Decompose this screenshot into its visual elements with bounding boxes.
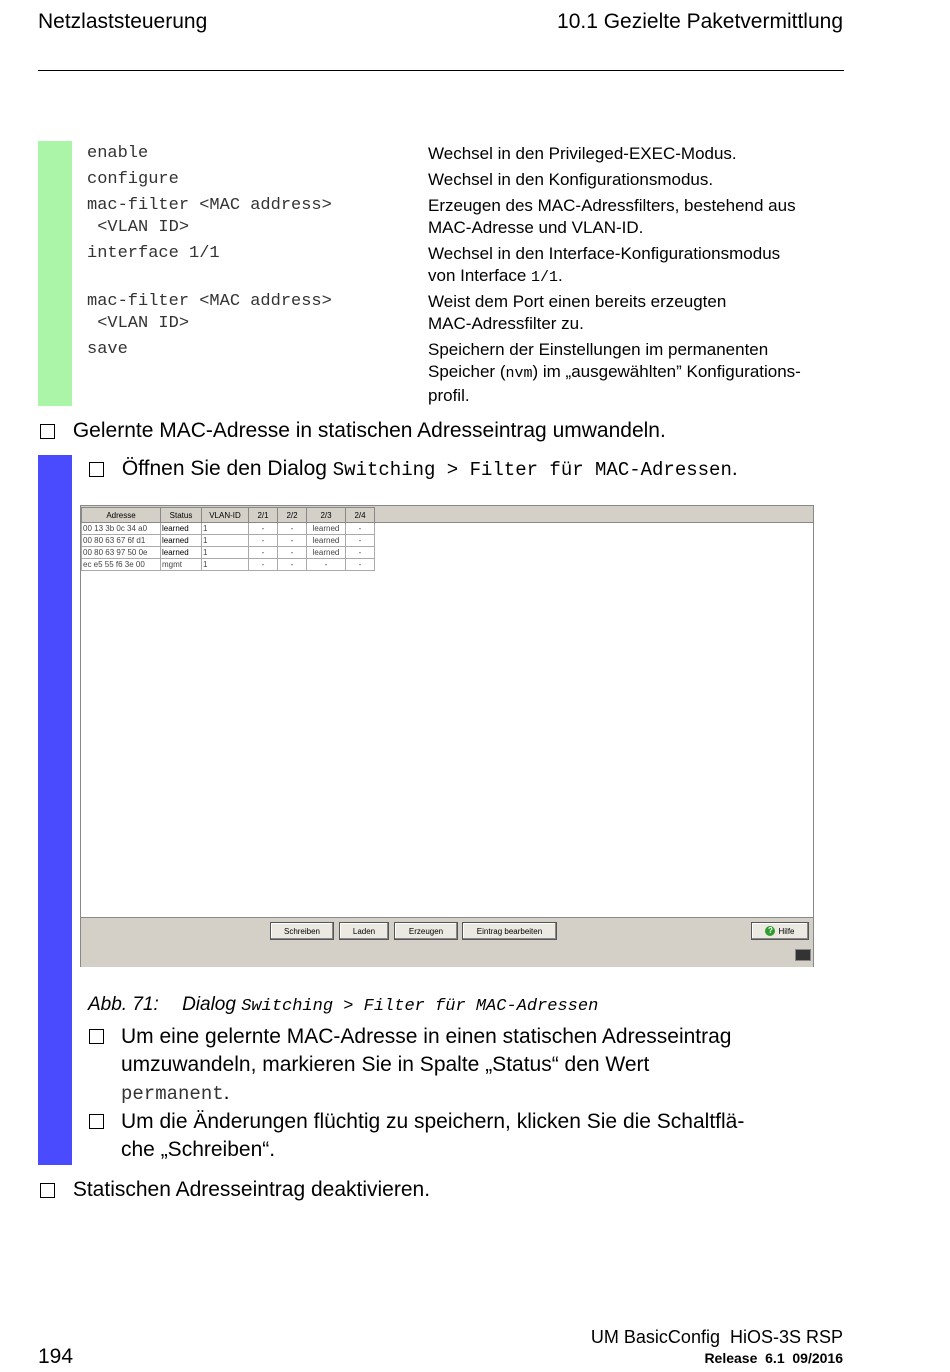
- cell-port[interactable]: -: [249, 523, 278, 535]
- substep-marker-bar: [38, 455, 72, 1165]
- cell-address[interactable]: 00 80 63 67 6f d1: [82, 535, 161, 547]
- column-header[interactable]: 2/1: [249, 508, 278, 523]
- cell-port[interactable]: -: [278, 523, 307, 535]
- cell-address[interactable]: 00 80 63 97 50 0e: [82, 547, 161, 559]
- step-text: Öffnen Sie den Dialog: [121, 457, 333, 480]
- caption-text: Dialog: [182, 994, 242, 1015]
- cli-command: configure: [87, 170, 179, 189]
- status-value: permanent: [121, 1083, 224, 1105]
- substep-open-dialog: [89, 457, 738, 481]
- create-button[interactable]: Erzeugen: [394, 922, 458, 940]
- column-header[interactable]: Adresse: [82, 508, 161, 523]
- cell-status[interactable]: learned: [161, 535, 202, 547]
- cell-port[interactable]: -: [249, 535, 278, 547]
- column-header[interactable]: 2/3: [307, 508, 346, 523]
- checkbox-icon: [40, 1183, 55, 1198]
- step-convert-address: [40, 419, 666, 443]
- substep-mark-permanent: [89, 1023, 731, 1108]
- cli-description-line: von Interface: [428, 266, 532, 285]
- table-row[interactable]: [82, 535, 375, 547]
- cli-inline-code: nvm: [505, 365, 533, 382]
- cell-address[interactable]: ec e5 55 f6 3e 00: [82, 559, 161, 571]
- cli-description-line: profil.: [428, 386, 470, 405]
- step-punct: .: [731, 457, 738, 480]
- step-text-block: [121, 1023, 731, 1108]
- table-row[interactable]: [82, 523, 375, 535]
- checkbox-icon: [89, 1029, 104, 1044]
- edit-entry-button[interactable]: Eintrag bearbeiten: [462, 922, 557, 940]
- cli-description: [428, 291, 848, 335]
- cli-command: [87, 291, 417, 335]
- cli-description: [428, 243, 848, 289]
- column-header[interactable]: VLAN-ID: [202, 508, 249, 523]
- cell-port[interactable]: -: [346, 547, 375, 559]
- write-button[interactable]: Schreiben: [270, 922, 334, 940]
- header-rule: [38, 70, 844, 71]
- column-header[interactable]: Status: [161, 508, 202, 523]
- cli-marker-bar: [38, 141, 72, 406]
- cell-port[interactable]: learned: [307, 523, 346, 535]
- cli-description-line: Speichern der Einstellungen im permanenten: [428, 340, 769, 359]
- cell-status[interactable]: mgmt: [161, 559, 202, 571]
- footer-document: UM BasicConfig HiOS-3S RSP: [590, 1327, 843, 1347]
- cell-port[interactable]: -: [249, 559, 278, 571]
- figure-caption: [88, 994, 598, 1016]
- step-text: che „Schreiben“.: [121, 1138, 276, 1161]
- dialog-button-bar: [81, 917, 813, 967]
- connection-status-icon: [795, 949, 811, 961]
- cli-command-line: <VLAN ID>: [87, 314, 190, 333]
- cell-vlan[interactable]: 1: [202, 559, 249, 571]
- table-row[interactable]: [82, 559, 375, 571]
- step-text: Um eine gelernte MAC-Adresse in einen statischen Adresseintrag: [121, 1025, 732, 1048]
- footer-release: Release 6.1 09/2016: [704, 1350, 843, 1366]
- cli-command-line: mac-filter <MAC address>: [87, 196, 332, 215]
- load-button[interactable]: Laden: [339, 922, 389, 940]
- cli-description: Wechsel in den Privileged-EXEC-Modus.: [428, 144, 737, 163]
- step-punct: .: [223, 1081, 230, 1104]
- caption-path: Switching > Filter für MAC-Adressen: [241, 997, 599, 1016]
- page-number: 194: [38, 1345, 74, 1368]
- cell-port[interactable]: -: [346, 523, 375, 535]
- cli-description: [428, 339, 848, 407]
- substep-write: [89, 1108, 744, 1164]
- cell-vlan[interactable]: 1: [202, 547, 249, 559]
- header-chapter: Netzlaststeuerung: [38, 10, 208, 33]
- cli-inline-code: 1/1: [531, 269, 559, 286]
- column-header[interactable]: 2/2: [278, 508, 307, 523]
- column-header[interactable]: 2/4: [346, 508, 375, 523]
- cli-description-line: MAC-Adresse und VLAN-ID.: [428, 218, 644, 237]
- cli-command: interface 1/1: [87, 244, 220, 263]
- cli-command-line: mac-filter <MAC address>: [87, 292, 332, 311]
- cli-description-line: Speicher (: [428, 362, 506, 381]
- mac-filter-table: [81, 507, 375, 571]
- help-button[interactable]: [751, 922, 809, 940]
- cell-port[interactable]: -: [278, 547, 307, 559]
- cli-description-line: ) im „ausgewählten” Konfigurations-: [532, 362, 801, 381]
- caption-label: Abb. 71:: [88, 994, 159, 1015]
- cell-vlan[interactable]: 1: [202, 535, 249, 547]
- checkbox-icon: [89, 462, 104, 477]
- cell-port[interactable]: -: [346, 559, 375, 571]
- step-text: Gelernte MAC-Adresse in statischen Adresseintrag umwandeln.: [72, 419, 666, 442]
- help-icon: ?: [765, 926, 775, 936]
- cell-port[interactable]: -: [346, 535, 375, 547]
- cell-port[interactable]: -: [278, 559, 307, 571]
- cli-description-line: Erzeugen des MAC-Adressfilters, bestehend aus: [428, 196, 796, 215]
- step-text: Um die Änderungen flüchtig zu speichern, klicken Sie die Schaltflä-: [121, 1110, 745, 1133]
- cli-command-line: <VLAN ID>: [87, 218, 190, 237]
- cell-port[interactable]: learned: [307, 547, 346, 559]
- help-label: Hilfe: [778, 926, 795, 936]
- cell-port[interactable]: -: [278, 535, 307, 547]
- cli-command: save: [87, 340, 128, 359]
- table-row[interactable]: [82, 547, 375, 559]
- header-section: 10.1 Gezielte Paketvermittlung: [557, 10, 843, 33]
- cell-status[interactable]: learned: [161, 547, 202, 559]
- cell-address[interactable]: 00 13 3b 0c 34 a0: [82, 523, 161, 535]
- step-deactivate-entry: [40, 1178, 430, 1202]
- cli-description-punct: .: [558, 266, 563, 285]
- menu-path: Switching > Filter für MAC-Adressen: [332, 459, 732, 481]
- cli-command: [87, 195, 417, 239]
- step-text: umzuwandeln, markieren Sie in Spalte „Status“ den Wert: [121, 1053, 650, 1076]
- cell-port[interactable]: learned: [307, 535, 346, 547]
- cell-port[interactable]: -: [307, 559, 346, 571]
- cli-description: [428, 195, 848, 239]
- cli-description: Wechsel in den Konfigurationsmodus.: [428, 170, 714, 189]
- cli-description-line: MAC-Adressfilter zu.: [428, 314, 584, 333]
- cell-port[interactable]: -: [249, 547, 278, 559]
- checkbox-icon: [89, 1114, 104, 1129]
- cli-command: enable: [87, 144, 149, 163]
- step-text-block: [121, 1108, 744, 1164]
- cell-vlan[interactable]: 1: [202, 523, 249, 535]
- checkbox-icon: [40, 424, 55, 439]
- cli-description-line: Weist dem Port einen bereits erzeugten: [428, 292, 727, 311]
- table-header-row: [82, 508, 375, 523]
- cell-status[interactable]: learned: [161, 523, 202, 535]
- step-text: Statischen Adresseintrag deaktivieren.: [72, 1178, 431, 1201]
- dialog-screenshot: [80, 505, 814, 967]
- cli-description-line: Wechsel in den Interface-Konfigurationsmodus: [428, 244, 781, 263]
